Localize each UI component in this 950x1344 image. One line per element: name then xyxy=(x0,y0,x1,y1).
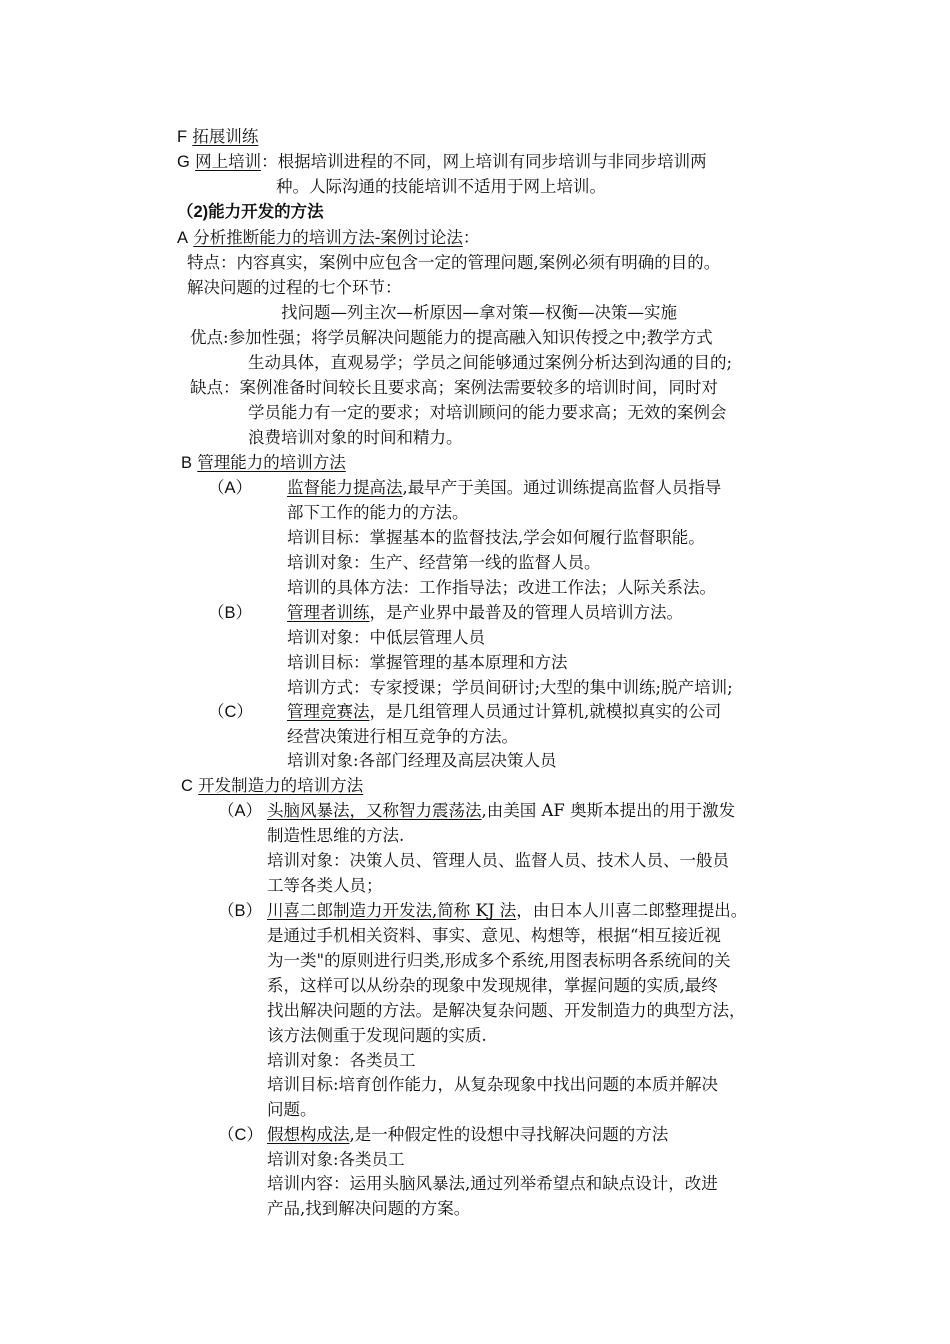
paragraph-line: 培训目标：掌握基本的监督技法,学会如何履行监督职能。 xyxy=(287,528,705,547)
paragraph-line: 培训对象：决策人员、管理人员、监督人员、技术人员、一般员 xyxy=(267,851,729,870)
section-letter: F xyxy=(177,128,188,146)
paragraph-line: 培训对象：各类员工 xyxy=(267,1051,416,1070)
paragraph-line: 培训对象：中低层管理人员 xyxy=(287,628,485,647)
cons-label: 缺点： xyxy=(190,378,240,397)
method-name: 监督能力提高法 xyxy=(287,478,403,497)
item-line xyxy=(287,601,683,625)
paragraph-line: 为一类"的原则进行归类,形成多个系统,用图表标明各系统间的关 xyxy=(267,951,731,970)
paragraph-line: 问题。 xyxy=(267,1100,317,1119)
punctuation: ： xyxy=(462,228,480,247)
pros-line xyxy=(190,326,713,350)
item-marker: （C） xyxy=(208,703,253,721)
section-letter: A xyxy=(177,229,189,247)
paragraph-line: 生动具体，直观易学；学员之间能够通过案例分析达到沟通的目的; xyxy=(248,353,733,372)
section-c-line xyxy=(181,774,363,798)
cons-line xyxy=(190,376,718,400)
item-text: ,是一种假定性的设想中寻找解决问题的方法 xyxy=(349,1125,669,1144)
method-name: 假想构成法 xyxy=(267,1125,350,1144)
paragraph-line: 培训方式：专家授课；学员间研讨;大型的集中训练;脱产培训; xyxy=(287,678,733,697)
method-name: 川喜二郎制造力开发法,简称 KJ 法 xyxy=(267,901,517,920)
paragraph-line: 培训的具体方法：工作指导法；改进工作法；人际关系法。 xyxy=(287,578,716,597)
paragraph-line: 产品,找到解决问题的方案。 xyxy=(267,1199,471,1218)
paragraph-line: 部下工作的能力的方法。 xyxy=(287,503,469,522)
paragraph-line: 找出解决问题的方法。是解决复杂问题、开发制造力的典型方法， xyxy=(267,1001,746,1020)
section-title: 分析推断能力的培训方法-案例讨论法 xyxy=(193,228,463,247)
paragraph-line: 该方法侧重于发现问题的实质. xyxy=(267,1026,487,1045)
paragraph-line: 是通过手机相关资料、事实、意见、构想等，根据“相互接近视 xyxy=(267,926,721,945)
paragraph-line: 系，这样可以从纷杂的现象中发现规律，掌握问题的实质,最终 xyxy=(267,976,718,995)
paragraph-line: 培训对象:各类员工 xyxy=(267,1150,405,1169)
paragraph-line: 解决问题的过程的七个环节： xyxy=(187,278,402,297)
paragraph-line: 培训内容：运用头脑风暴法,通过列举希望点和缺点设计，改进 xyxy=(267,1174,718,1193)
process-steps: 找问题—列主次—析原因—拿对策—权衡—决策—实施 xyxy=(281,303,677,322)
section-f-line xyxy=(177,125,258,149)
paragraph-line: 培训目标:培育创作能力，从复杂现象中找出问题的本质并解决 xyxy=(267,1075,719,1094)
method-name: 管理者训练 xyxy=(287,603,370,622)
paragraph-line: 培训对象：生产、经营第一线的监督人员。 xyxy=(287,553,601,572)
item-line xyxy=(287,476,721,500)
item-marker: （A） xyxy=(208,479,253,497)
item-text: ，由日本人川喜二郎整理提出。 xyxy=(516,901,748,920)
item-marker: （B） xyxy=(208,604,253,622)
paragraph-line: 经营决策进行相互竞争的方法。 xyxy=(287,727,518,746)
section-letter: C xyxy=(181,777,193,795)
paragraph-line: 特点：内容真实，案例中应包含一定的管理问题,案例必须有明确的目的。 xyxy=(187,253,721,272)
item-marker: （A） xyxy=(218,802,263,820)
paragraph-line: 浪费培训对象的时间和精力。 xyxy=(248,428,463,447)
cons-text: 案例准备时间较长且要求高；案例法需要较多的培训时间，同时对 xyxy=(239,378,718,397)
item-line xyxy=(267,799,735,823)
section-title: 网上培训 xyxy=(195,152,262,171)
heading-number: （2) xyxy=(177,203,209,221)
paragraph-line: 制造性思维的方法. xyxy=(267,826,405,845)
item-text: ，是产业界中最普及的管理人员培训方法。 xyxy=(369,603,683,622)
section-letter: G xyxy=(177,153,190,171)
item-marker: （B） xyxy=(218,902,263,920)
pros-label: 优点: xyxy=(190,328,229,347)
section-a-line xyxy=(177,226,479,250)
paragraph-line: 种。人际沟通的技能培训不适用于网上培训。 xyxy=(276,177,606,196)
paragraph-line: 培训目标：掌握管理的基本原理和方法 xyxy=(287,653,568,672)
item-line xyxy=(287,700,721,724)
section-title: 拓展训练 xyxy=(192,127,259,146)
pros-text: 参加性强；将学员解决问题能力的提高融入知识传授之中;教学方式 xyxy=(228,328,713,347)
heading-text: 能力开发的方法 xyxy=(208,202,324,221)
method-name: 管理竞赛法 xyxy=(287,702,370,721)
paragraph-line: 工等各类人员； xyxy=(267,876,383,895)
item-line xyxy=(267,899,747,923)
section-title: 开发制造力的培训方法 xyxy=(198,776,364,795)
paragraph-line: 培训对象:各部门经理及高层决策人员 xyxy=(287,751,557,770)
item-marker: （C） xyxy=(218,1126,263,1144)
item-text: ,最早产于美国。通过训练提高监督人员指导 xyxy=(402,478,722,497)
item-line xyxy=(267,1123,668,1147)
item-text: ,由美国 AF 奥斯本提出的用于激发 xyxy=(481,801,736,820)
section-letter: B xyxy=(181,454,193,472)
paragraph-line: 学员能力有一定的要求；对培训顾问的能力要求高；无效的案例会 xyxy=(248,403,727,422)
paragraph-text: ：根据培训进程的不同，网上培训有同步培训与非同步培训两 xyxy=(261,152,707,171)
item-text: ，是几组管理人员通过计算机,就模拟真实的公司 xyxy=(369,702,722,721)
method-name: 头脑风暴法，又称智力震荡法 xyxy=(267,801,482,820)
section-g-line xyxy=(177,150,707,174)
section-title: 管理能力的培训方法 xyxy=(197,453,346,472)
section-heading xyxy=(177,200,324,224)
section-b-line xyxy=(181,451,346,475)
